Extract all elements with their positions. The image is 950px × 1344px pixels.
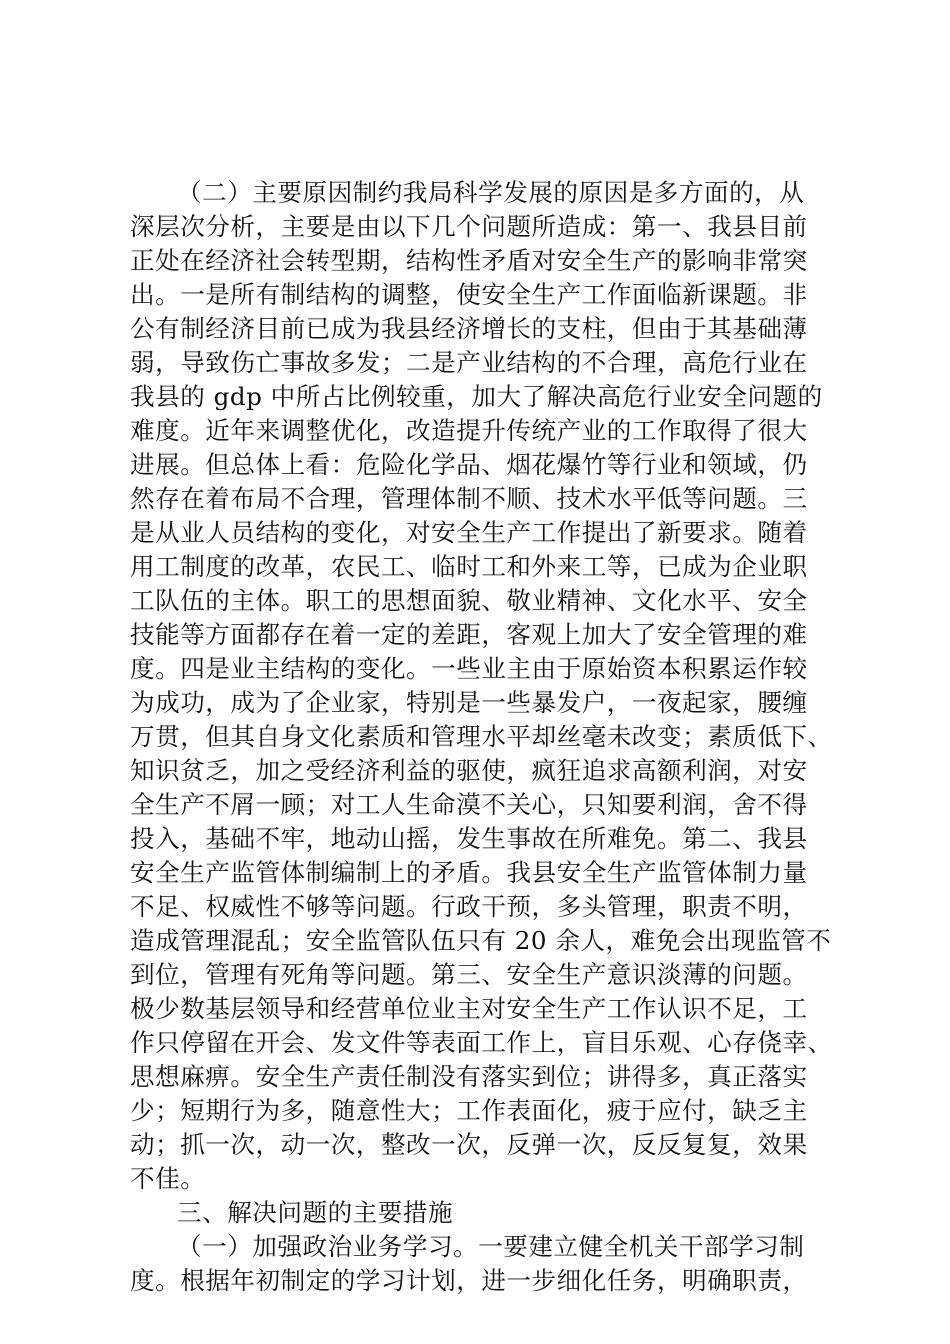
text-line: 投入，基础不牢，地动山摇，发生事故在所难免。第二、我县 bbox=[130, 824, 808, 853]
text-line: 我县的 gdp 中所占比例较重，加大了解决高危行业安全问题的 bbox=[130, 382, 823, 411]
text-line: 全生产不屑一顾；对工人生命漠不关心，只知要利润，舍不得 bbox=[130, 790, 808, 819]
text-line: 不足、权威性不够等问题。行政干预，多头管理，职责不明， bbox=[130, 892, 808, 921]
section-heading: 三、解决问题的主要措施 bbox=[177, 1198, 454, 1227]
text-line: 用工制度的改革，农民工、临时工和外来工等，已成为企业职 bbox=[130, 552, 808, 581]
text-line: 公有制经济目前已成为我县经济增长的支柱，但由于其基础薄 bbox=[130, 314, 808, 343]
text-line: 为成功，成为了企业家，特别是一些暴发户，一夜起家，腰缠 bbox=[130, 688, 808, 717]
text-line: 动；抓一次，动一次，整改一次，反弹一次，反反复复，效果 bbox=[130, 1130, 808, 1159]
text-line: 然存在着布局不合理，管理体制不顺、技术水平低等问题。三 bbox=[130, 484, 808, 513]
text-line: 出。一是所有制结构的调整，使安全生产工作面临新课题。非 bbox=[130, 280, 808, 309]
text-line: 安全生产监管体制编制上的矛盾。我县安全生产监管体制力量 bbox=[130, 858, 808, 887]
text-line: 正处在经济社会转型期，结构性矛盾对安全生产的影响非常突 bbox=[130, 246, 808, 275]
text-line: 作只停留在开会、发文件等表面工作上，盲目乐观、心存侥幸、 bbox=[130, 1028, 833, 1057]
text-line: 少；短期行为多，随意性大；工作表面化，疲于应付，缺乏主 bbox=[130, 1096, 808, 1125]
text-line: 不佳。 bbox=[130, 1164, 206, 1193]
text-line: 极少数基层领导和经营单位业主对安全生产工作认识不足，工 bbox=[130, 994, 808, 1023]
text-line: 深层次分析，主要是由以下几个问题所造成：第一、我县目前 bbox=[130, 212, 808, 241]
text-line: 造成管理混乱；安全监管队伍只有 20 余人，难免会出现监管不 bbox=[130, 926, 832, 955]
text-line: （一）加强政治业务学习。一要建立健全机关干部学习制 bbox=[177, 1232, 805, 1261]
text-line: 进展。但总体上看：危险化学品、烟花爆竹等行业和领域，仍 bbox=[130, 450, 808, 479]
text-line: 知识贫乏，加之受经济利益的驱使，疯狂追求高额利润，对安 bbox=[130, 756, 808, 785]
text-line: 技能等方面都存在着一定的差距，客观上加大了安全管理的难 bbox=[130, 620, 808, 649]
text-line: 度。根据年初制定的学习计划，进一步细化任务，明确职责， bbox=[130, 1266, 808, 1295]
text-line: 万贯，但其自身文化素质和管理水平却丝毫未改变；素质低下、 bbox=[130, 722, 833, 751]
text-line: 是从业人员结构的变化，对安全生产工作提出了新要求。随着 bbox=[130, 518, 808, 547]
text-line: 到位，管理有死角等问题。第三、安全生产意识淡薄的问题。 bbox=[130, 960, 808, 989]
text-line: （二）主要原因制约我局科学发展的原因是多方面的，从 bbox=[177, 178, 805, 207]
text-line: 弱，导致伤亡事故多发；二是产业结构的不合理，高危行业在 bbox=[130, 348, 808, 377]
text-line: 工队伍的主体。职工的思想面貌、敬业精神、文化水平、安全 bbox=[130, 586, 808, 615]
text-line: 度。四是业主结构的变化。一些业主由于原始资本积累运作较 bbox=[130, 654, 808, 683]
text-line: 思想麻痹。安全生产责任制没有落实到位；讲得多，真正落实 bbox=[130, 1062, 808, 1091]
text-line: 难度。近年来调整优化，改造提升传统产业的工作取得了很大 bbox=[130, 416, 808, 445]
